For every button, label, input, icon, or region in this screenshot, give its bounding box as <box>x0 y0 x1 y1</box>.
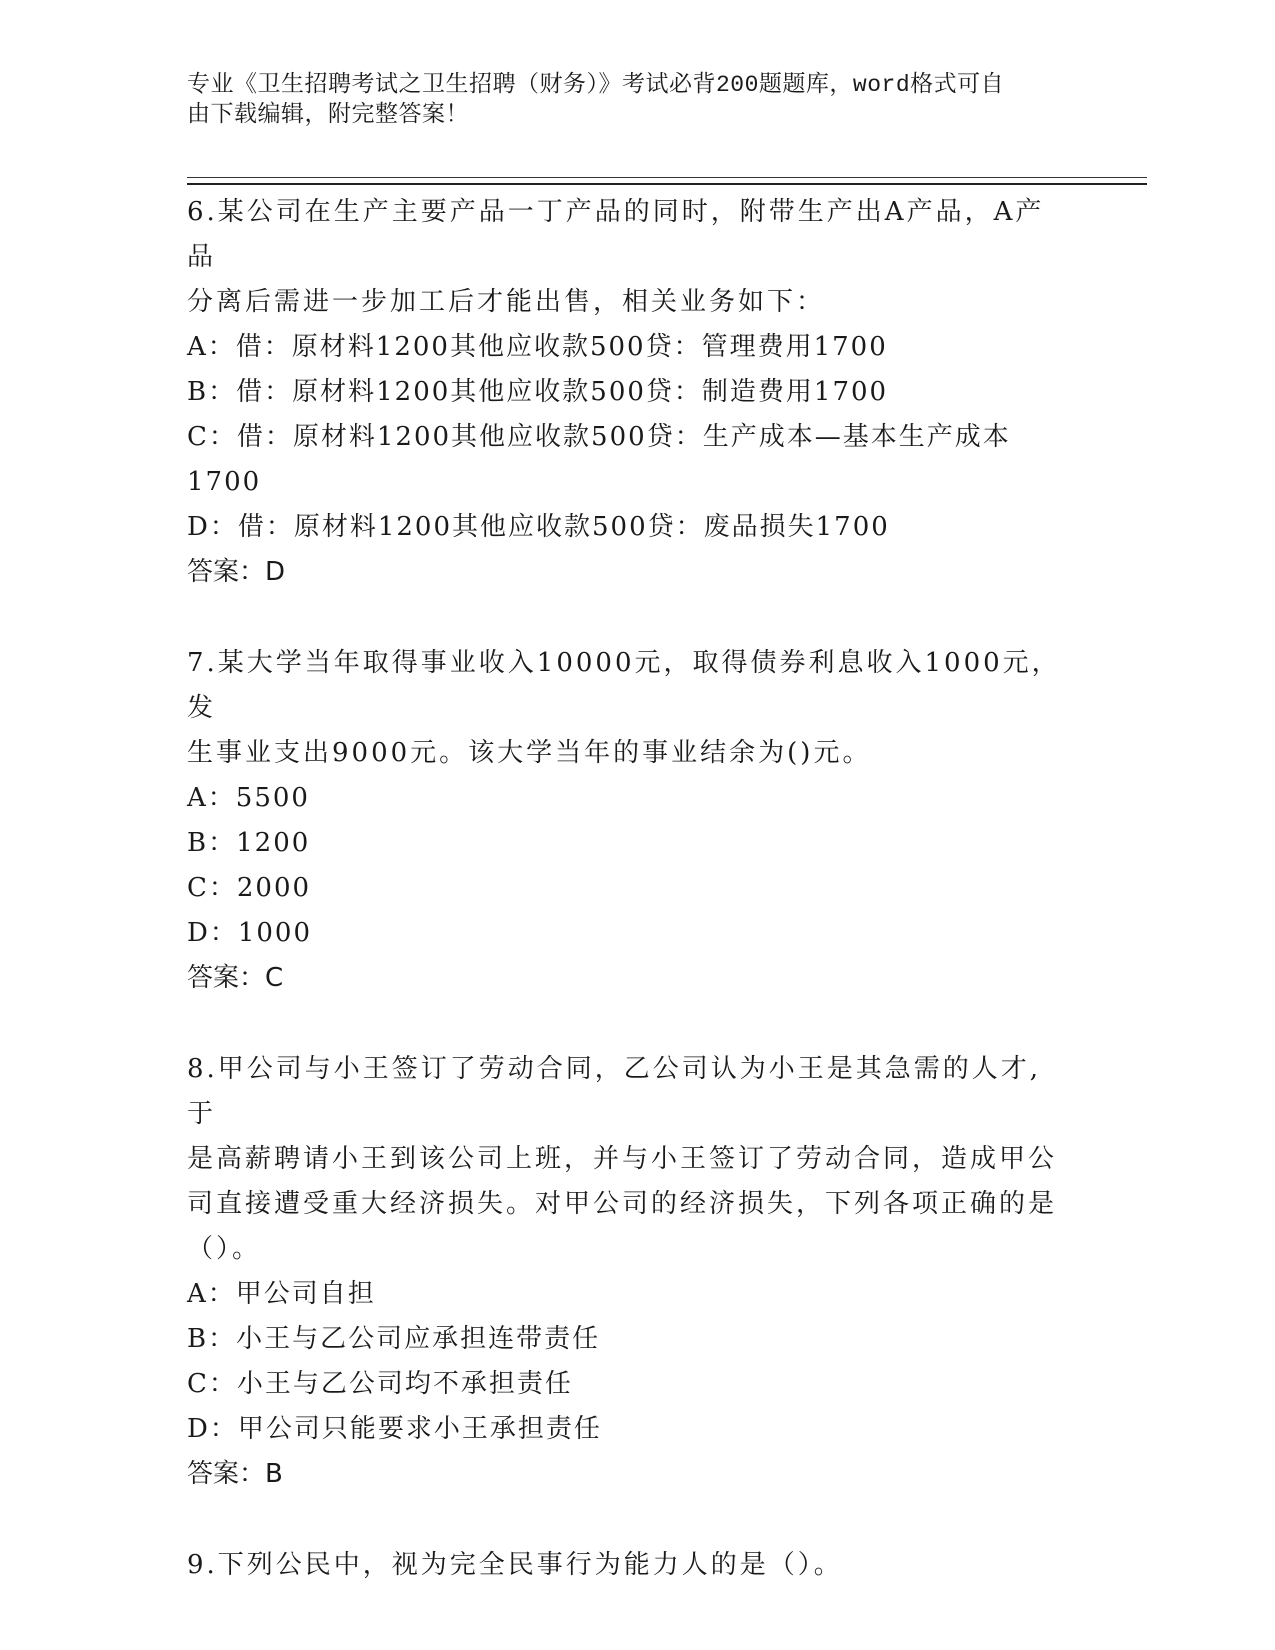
question-text: （）。 <box>187 1234 262 1264</box>
option-c-continued: 1700 <box>187 467 262 497</box>
option-d: D：借：原材料1200其他应收款500贷：废品损失1700 <box>187 512 890 542</box>
option-b: B：借：原材料1200其他应收款500贷：制造费用1700 <box>187 377 889 407</box>
question-text: 7.某大学当年取得事业收入10000元，取得债券利息收入1000元，发 <box>187 648 1061 723</box>
option-a: A：5500 <box>187 783 310 813</box>
option-d: D：1000 <box>187 918 313 948</box>
option-a: A：借：原材料1200其他应收款500贷：管理费用1700 <box>187 332 888 362</box>
question-7 <box>187 641 1067 1001</box>
header-rule-thin <box>187 177 1147 178</box>
question-text: 司直接遭受重大经济损失。对甲公司的经济损失，下列各项正确的是 <box>187 1189 1058 1219</box>
header-line-2: 由下载编辑，附完整答案！ <box>187 102 469 128</box>
option-a: A：甲公司自担 <box>187 1279 376 1309</box>
question-list <box>187 190 1067 1588</box>
option-b: B：小王与乙公司应承担连带责任 <box>187 1324 601 1354</box>
question-text: 是高薪聘请小王到该公司上班，并与小王签订了劳动合同，造成甲公 <box>187 1144 1058 1174</box>
option-c: C：借：原材料1200其他应收款500贷：生产成本—基本生产成本 <box>187 422 1011 452</box>
question-text: 8.甲公司与小王签订了劳动合同，乙公司认为小王是其急需的人才,于 <box>187 1054 1042 1129</box>
header-line-1: 专业《卫生招聘考试之卫生招聘（财务）》考试必背200题题库，word格式可自 <box>187 72 1005 98</box>
option-c: C：2000 <box>187 873 312 903</box>
answer-line: 答案：B <box>187 1459 283 1489</box>
question-6 <box>187 190 1067 595</box>
option-c: C：小王与乙公司均不承担责任 <box>187 1369 573 1399</box>
option-b: B：1200 <box>187 828 311 858</box>
document-header <box>187 70 1067 130</box>
answer-line: 答案：D <box>187 557 286 587</box>
question-text: 9.下列公民中，视为完全民事行为能力人的是（）。 <box>187 1550 843 1580</box>
header-rule-thick <box>187 183 1147 185</box>
question-8 <box>187 1047 1067 1497</box>
document-page <box>187 70 1147 1580</box>
question-text: 生事业支出9000元。该大学当年的事业结余为()元。 <box>187 738 872 768</box>
option-d: D：甲公司只能要求小王承担责任 <box>187 1414 602 1444</box>
question-9 <box>187 1543 1067 1588</box>
question-text: 分离后需进一步加工后才能出售，相关业务如下： <box>187 287 826 317</box>
question-text: 6.某公司在生产主要产品一丁产品的同时，附带生产出A产品，A产品 <box>187 197 1045 272</box>
answer-line: 答案：C <box>187 963 284 993</box>
